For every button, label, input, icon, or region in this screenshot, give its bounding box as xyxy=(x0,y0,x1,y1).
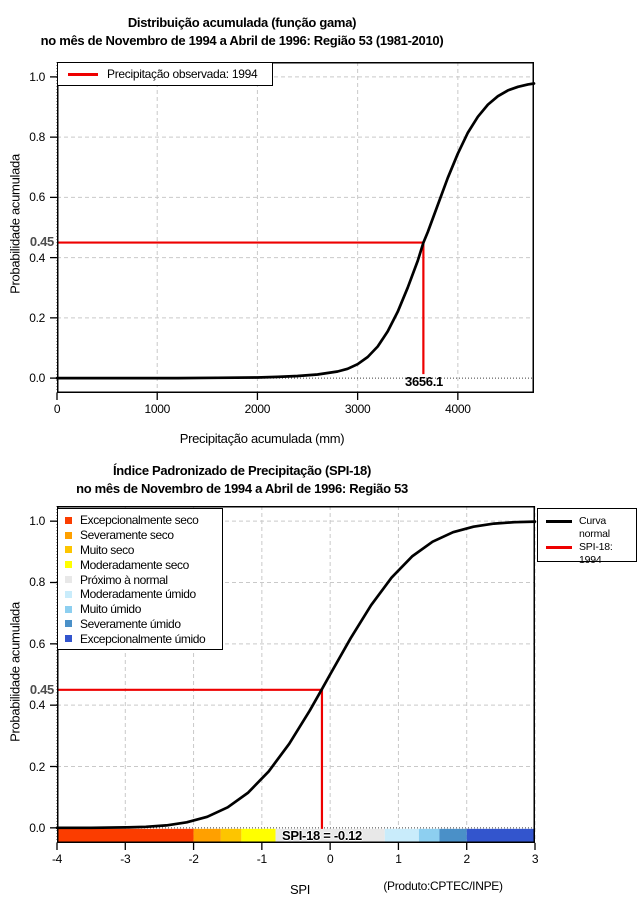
y-tick-label: 0.4 xyxy=(29,250,45,265)
red-line-sample xyxy=(546,546,572,549)
legend-color-swatch xyxy=(65,606,72,613)
y-axis-label: Probabilidade acumulada xyxy=(7,602,23,742)
x-axis-label: SPI xyxy=(289,882,311,897)
curves-legend xyxy=(537,508,637,566)
probability-annotation: 0.45 xyxy=(29,682,54,697)
legend-item xyxy=(58,528,222,543)
gamma-plot-area xyxy=(57,62,534,393)
legend-color-swatch xyxy=(65,591,72,598)
legend-color-swatch xyxy=(65,635,72,642)
x-tick-label: -2 xyxy=(188,852,199,866)
chart-title: Distribuição acumulada (função gama) xyxy=(127,15,357,30)
x-tick-label: 0 xyxy=(326,852,334,866)
black-line-sample xyxy=(546,520,572,523)
x-tick-label: -1 xyxy=(256,852,267,866)
y-tick-label: 0.4 xyxy=(29,698,45,713)
chart-title: Índice Padronizado de Precipitação (SPI-18) xyxy=(112,463,371,478)
legend-label: Muito seco xyxy=(80,542,135,557)
legend-color-swatch xyxy=(65,532,72,539)
y-tick-label: 0.2 xyxy=(29,310,45,325)
product-credit: (Produto:CPTEC/INPE) xyxy=(383,879,503,893)
x-tick-label: 4000 xyxy=(445,402,471,416)
legend-item xyxy=(58,617,222,632)
y-tick-label: 0.0 xyxy=(29,820,45,835)
legend-label: Muito úmido xyxy=(80,602,141,617)
red-line-sample xyxy=(68,73,98,76)
legend-label: Excepcionalmente úmido xyxy=(80,631,206,646)
legend-label: Severamente seco xyxy=(80,528,174,543)
legend-color-swatch xyxy=(65,561,72,568)
x-tick-label: 3000 xyxy=(344,402,371,416)
legend-item xyxy=(58,572,222,587)
legend-color-swatch xyxy=(65,576,72,583)
precip-value-annotation: 3656.1 xyxy=(405,374,443,389)
legend-color-swatch xyxy=(65,620,72,627)
observed-precip-legend xyxy=(57,62,273,86)
legend-label: Moderadamente seco xyxy=(80,557,189,572)
legend-item-normal-curve xyxy=(546,515,636,541)
x-tick-label: 0 xyxy=(53,402,61,416)
y-tick-label: 0.6 xyxy=(29,636,45,651)
chart-subtitle: no mês de Novembro de 1994 a Abril de 1996: Região 53 xyxy=(76,481,408,496)
x-tick-label: 2000 xyxy=(244,402,271,416)
legend-item xyxy=(58,631,222,646)
chart-subtitle: no mês de Novembro de 1994 a Abril de 1996: Região 53 (1981-2010) xyxy=(40,33,444,48)
legend-item xyxy=(58,587,222,602)
x-tick-label: 1000 xyxy=(144,402,170,416)
y-tick-label: 0.8 xyxy=(29,575,45,590)
legend-color-swatch xyxy=(65,546,72,553)
legend-label: SPI-18: 1994 xyxy=(579,541,613,566)
x-tick-label: 3 xyxy=(531,852,539,866)
probability-annotation: 0.45 xyxy=(29,234,54,249)
legend-item xyxy=(58,602,222,617)
x-axis-label: Precipitação acumulada (mm) xyxy=(179,431,345,446)
legend-label: Curva normal xyxy=(579,515,610,540)
y-tick-label: 1.0 xyxy=(29,69,45,84)
y-tick-label: 0.0 xyxy=(29,371,45,386)
spi-category-legend xyxy=(57,508,223,650)
x-tick-label: -3 xyxy=(120,852,131,866)
legend-item-spi-1994 xyxy=(546,541,636,567)
x-tick-label: -4 xyxy=(51,852,63,866)
legend-label: Precipitação observada: 1994 xyxy=(107,67,258,81)
legend-label: Próximo à normal xyxy=(80,572,168,587)
y-tick-label: 0.2 xyxy=(29,759,45,774)
legend-label: Moderadamente úmido xyxy=(80,587,196,602)
legend-item xyxy=(58,513,222,528)
spi-value-annotation: SPI-18 = -0.12 xyxy=(282,828,362,843)
y-tick-label: 0.8 xyxy=(29,130,45,145)
y-tick-label: 1.0 xyxy=(29,514,45,529)
legend-label: Excepcionalmente seco xyxy=(80,513,199,528)
legend-item xyxy=(58,543,222,558)
legend-color-swatch xyxy=(65,517,72,524)
x-tick-label: 1 xyxy=(395,852,402,866)
y-tick-label: 0.6 xyxy=(29,190,45,205)
legend-item xyxy=(58,557,222,572)
legend-label: Severamente úmido xyxy=(80,616,181,631)
x-tick-label: 2 xyxy=(463,852,470,866)
y-axis-label: Probabilidade acumulada xyxy=(7,154,23,294)
